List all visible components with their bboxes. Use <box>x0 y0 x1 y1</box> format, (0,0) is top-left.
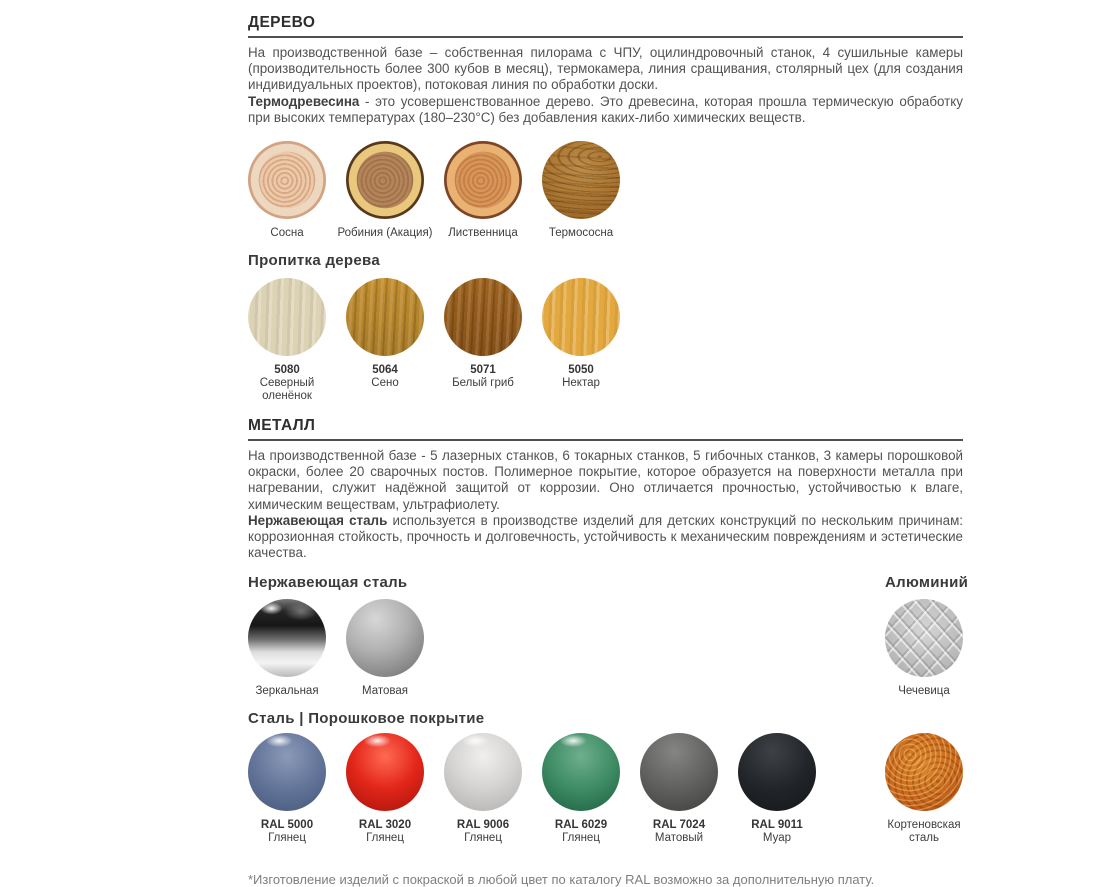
ral-footnote: *Изготовление изделий с покраской в любой цвет по каталогу RAL возможно за дополнительную плату. <box>248 872 875 887</box>
swatch-ral-9011-label <box>751 819 803 845</box>
powder-ral5000 <box>248 733 326 845</box>
swatch-ral-3020-finish: Глянец <box>366 832 404 845</box>
wood-species-pine <box>248 141 326 240</box>
aluminum-lentil <box>885 599 963 698</box>
swatch-ral-9006-label <box>457 819 509 845</box>
swatch-mirror-steel-label: Зеркальная <box>255 685 319 698</box>
swatch-thermopine-label: Термососна <box>548 227 614 240</box>
content-column <box>248 0 969 887</box>
swatch-5080 <box>248 278 326 356</box>
swatch-ral-7024-code: RAL 7024 <box>652 819 706 832</box>
swatch-5050-name: Нектар <box>562 377 600 390</box>
metal-paragraph-2 <box>248 513 963 562</box>
swatch-thermopine <box>542 141 620 219</box>
swatch-pine <box>248 141 326 219</box>
swatch-corten <box>885 733 963 811</box>
swatch-5050-code: 5050 <box>568 364 594 377</box>
metal-paragraph-2-rest: используется в производстве изделий для детских конструкций по нескольким причинам: коррозионная стойкость, прочность и долговечность, устойчивость к механическим повреждениям и эстетические качества. <box>248 512 963 561</box>
swatch-aluminum-lentil-label: Чечевица <box>898 685 950 698</box>
swatch-5064-label <box>371 364 398 390</box>
wood-species-larch <box>444 141 522 240</box>
swatch-ral-5000 <box>248 733 326 811</box>
swatch-robinia-label: Робиния (Акация) <box>337 227 433 240</box>
swatch-5050 <box>542 278 620 356</box>
metal-paragraph-2-lead: Нержавеющая сталь <box>248 512 388 528</box>
swatch-ral-9011-code: RAL 9011 <box>751 819 803 832</box>
swatch-5064-name: Сено <box>371 377 399 390</box>
swatch-pine-label: Сосна <box>270 227 304 240</box>
powder-corten <box>885 733 963 845</box>
swatch-mirror-steel <box>248 599 326 677</box>
swatch-matte-steel-label: Матовая <box>362 685 408 698</box>
swatch-ral-7024-finish: Матовый <box>654 832 704 845</box>
swatch-5050-label <box>562 364 600 390</box>
swatch-5071-name: Белый гриб <box>452 377 514 390</box>
swatch-ral-9011-finish: Муар <box>762 832 792 845</box>
wood-paragraph-2-lead: Термодревесина <box>248 93 360 109</box>
swatch-5064-code: 5064 <box>372 364 398 377</box>
swatch-5080-label <box>248 364 326 403</box>
swatch-ral-3020-code: RAL 3020 <box>358 819 412 832</box>
swatch-5080-name: Северный оленёнок <box>259 377 315 403</box>
swatch-ral-6029-finish: Глянец <box>562 832 600 845</box>
swatch-ral-5000-label <box>261 819 313 845</box>
wood-species-robinia <box>337 141 433 240</box>
swatch-ral-9011 <box>738 733 816 811</box>
impregnation-5050 <box>542 278 620 403</box>
powder-ral7024 <box>640 733 718 845</box>
powder-ral6029 <box>542 733 620 845</box>
impregnation-5064 <box>346 278 424 403</box>
wood-paragraph-2 <box>248 94 963 126</box>
swatch-ral-6029 <box>542 733 620 811</box>
powder-row <box>248 733 963 845</box>
swatch-5071-label <box>452 364 514 390</box>
swatch-5071-code: 5071 <box>470 364 496 377</box>
impregnation-5080 <box>248 278 326 403</box>
swatch-ral-3020-label <box>359 819 411 845</box>
swatch-ral-5000-finish: Глянец <box>268 832 306 845</box>
wood-species-row <box>248 141 963 240</box>
metal-paragraph-1: На производственной базе - 5 лазерных станков, 6 токарных станков, 5 гибочных станков, 3 камеры порошковой окраски, более 20 сварочных постов. Полимерное покрытие, которое образуется на поверхности металла при нагревании, служит надёжной защитой от коррозии. Оно отличается прочностью, устойчивостью к влаге, химическим веществам, ультрафиолету. <box>248 448 963 512</box>
swatch-ral-6029-label <box>555 819 607 845</box>
stainless-row <box>248 599 963 698</box>
wood-section-title: ДЕРЕВО <box>248 14 963 38</box>
impregnation-row <box>248 278 963 403</box>
aluminum-title: Алюминий <box>885 574 969 592</box>
stainless-title: Нержавеющая сталь <box>248 574 408 592</box>
powder-ral9006 <box>444 733 522 845</box>
swatch-ral-7024-label <box>653 819 705 845</box>
swatch-ral-9006-code: RAL 9006 <box>456 819 510 832</box>
swatch-ral-7024 <box>640 733 718 811</box>
powder-ral9011 <box>738 733 816 845</box>
swatch-5071 <box>444 278 522 356</box>
swatch-ral-9006-finish: Глянец <box>464 832 502 845</box>
swatch-ral-3020 <box>346 733 424 811</box>
stainless-matte <box>346 599 424 698</box>
swatch-corten-label: Кортеновская сталь <box>887 819 961 845</box>
stainless-heading-row <box>248 574 969 592</box>
swatch-5080-code: 5080 <box>274 364 300 377</box>
swatch-ral-5000-code: RAL 5000 <box>260 819 314 832</box>
powder-ral3020 <box>346 733 424 845</box>
swatch-matte-steel <box>346 599 424 677</box>
wood-paragraph-2-rest: - это усовершенствованное дерево. Это древесина, которая прошла термическую обработку при высоких температурах (180–230°С) без добавления каких-либо химических веществ. <box>248 93 963 125</box>
swatch-ral-9006 <box>444 733 522 811</box>
wood-paragraph-1: На производственной базе – собственная пилорама с ЧПУ, оцилиндровочный станок, 4 сушильные камеры (производительность более 300 кубов в месяц), термокамера, линия сращивания, столярный цех (для создания индивидуальных проектов), потоковая линия по обработки доски. <box>248 45 963 93</box>
impregnation-title: Пропитка дерева <box>248 252 380 270</box>
swatch-larch <box>444 141 522 219</box>
stainless-mirror <box>248 599 326 698</box>
metal-section-title: МЕТАЛЛ <box>248 417 963 441</box>
wood-species-thermopine <box>542 141 620 240</box>
swatch-ral-6029-code: RAL 6029 <box>554 819 608 832</box>
swatch-5064 <box>346 278 424 356</box>
impregnation-5071 <box>444 278 522 403</box>
swatch-larch-label: Лиственница <box>448 227 518 240</box>
swatch-robinia <box>346 141 424 219</box>
swatch-aluminum-lentil <box>885 599 963 677</box>
powder-title: Сталь | Порошковое покрытие <box>248 710 485 728</box>
